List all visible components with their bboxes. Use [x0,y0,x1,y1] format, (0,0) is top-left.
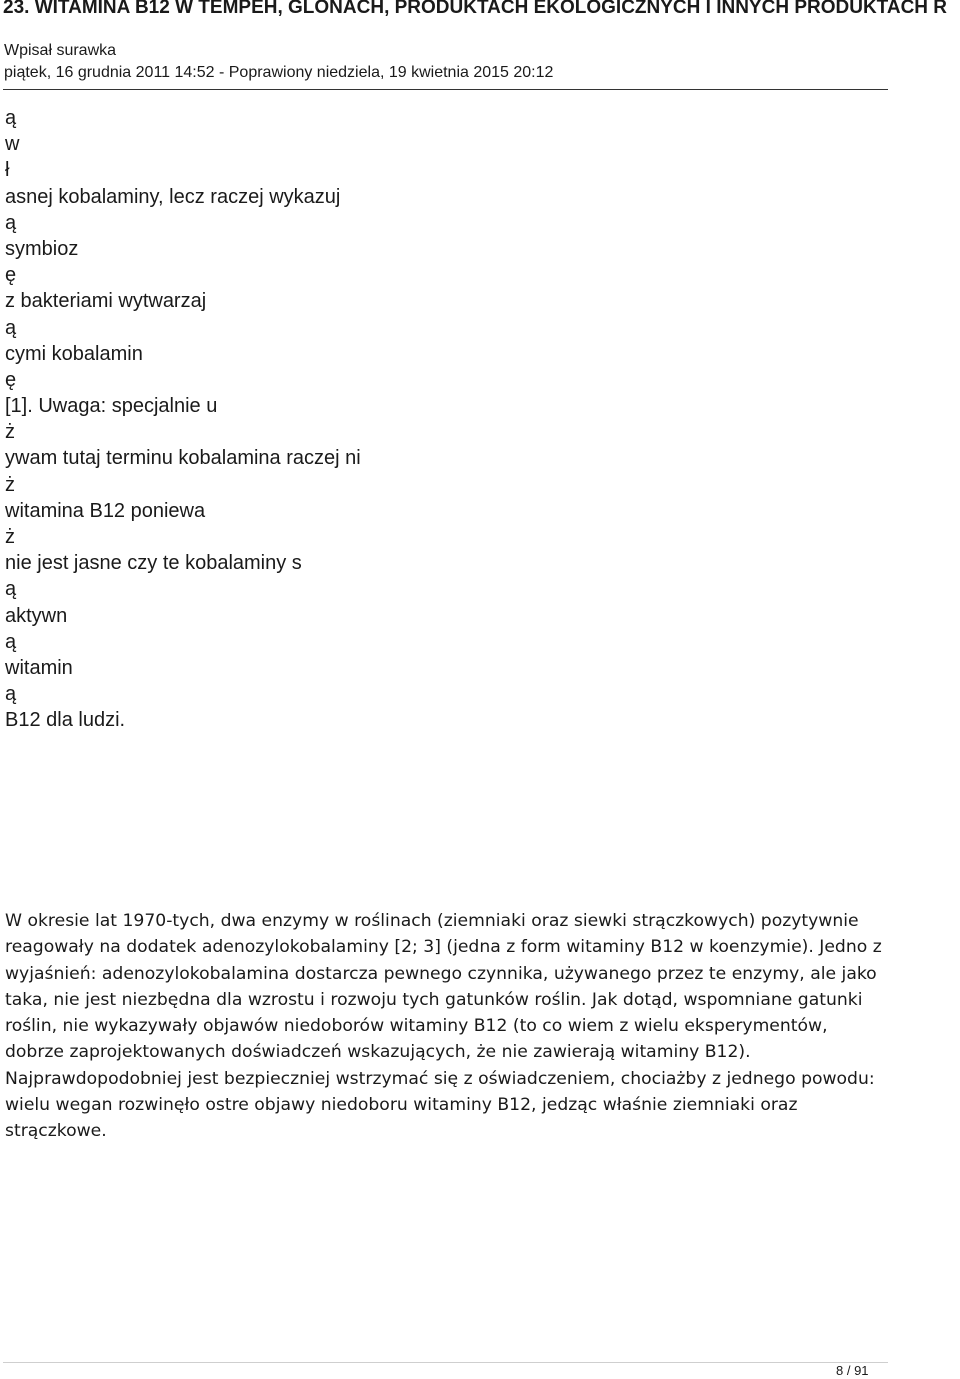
text-fragment: ą [5,578,17,601]
text-fragment: witamina B12 poniewa [5,499,206,522]
author-line: Wpisał surawka [4,42,117,59]
text-fragment: ą [5,107,17,129]
text-fragment: ł [5,159,10,182]
text-fragment: B12 dla ludzi. [5,709,126,732]
text-fragment: ą [5,683,17,706]
footer-divider [3,1362,888,1363]
text-fragment: asnej kobalaminy, lecz raczej wykazuj [5,185,341,208]
body-paragraph: W okresie lat 1970-tych, dwa enzymy w roślinach (ziemniaki oraz siewki strączkowych) pozytywnie reagowały na dodatek adenozylokobalaminy [2; 3] (jedna z form witaminy B12 w koenzymie). Jedno z wyjaśnień: adenozylokobalamina dostarcza pewnego czynnika, używanego przez te enzymy, ale jako taka, nie jest niezbędna dla wzrostu i rozwoju tych gatunków roślin. Jak dotąd, wspomniane gatunki roślin, nie wykazywały objawów niedoborów witaminy B12 (to co wiem z wielu eksperymentów, dobrze zaprojektowanych doświadczeń wskazujących, że nie zawierają witaminy B12). Najprawdopodobniej jest bezpieczniej wstrzymać się z oświadczeniem, chociażby z jednego powodu: wielu wegan rozwinęło ostre objawy niedoboru witaminy B12, jedząc właśnie ziemniaki oraz strączkowe. [5,911,882,1142]
text-fragment: aktywn [5,604,68,627]
text-fragment: [1]. Uwaga: specjalnie u [5,395,218,418]
text-fragment-list [5,105,361,734]
text-fragment: ą [5,211,17,234]
page-number: 8 / 91 [836,1363,869,1378]
text-fragment: w [5,133,20,156]
text-fragment: ę [5,264,17,287]
text-fragment: witamin [5,656,73,679]
text-fragment: ą [5,316,17,339]
date-line: piątek, 16 grudnia 2011 14:52 - Poprawiony niedziela, 19 kwietnia 2015 20:12 [4,64,554,81]
text-fragment: cymi kobalamin [5,342,143,365]
text-fragment: symbioz [5,237,79,260]
text-fragment: z bakteriami wytwarzaj [5,290,207,313]
text-fragment: nie jest jasne czy te kobalaminy s [5,552,302,575]
text-fragment: ż [5,473,15,496]
header-divider [3,89,888,90]
article-title: 23. WITAMINA B12 W TEMPEH, GLONACH, PRODUKTACH EKOLOGICZNYCH I INNYCH PRODUKTACH R [3,0,948,18]
text-fragment: ywam tutaj terminu kobalamina raczej ni [5,447,361,470]
text-fragment: ę [5,368,17,391]
text-fragment: ż [5,526,15,548]
text-fragment: ż [5,421,15,444]
text-fragment: ą [5,630,17,653]
